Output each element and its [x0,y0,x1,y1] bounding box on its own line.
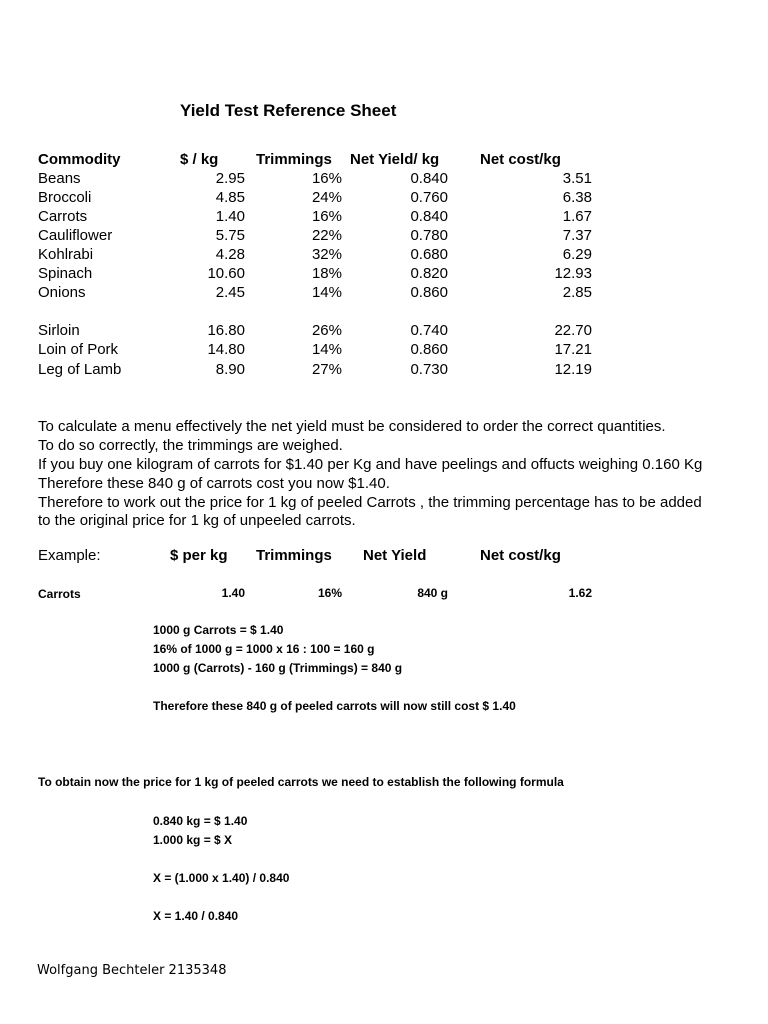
cell-net-yield: 0.840 [410,170,448,187]
cell-net-cost: 1.67 [562,208,592,225]
cell-net-cost: 7.37 [562,227,592,244]
calc-line: 1000 g (Carrots) - 160 g (Trimmings) = 840 g [153,661,403,675]
paragraph-line: to the original price for 1 kg of unpeeled carrots. [38,512,356,529]
cell-price: 2.45 [215,284,245,301]
example-commodity: Carrots [38,587,81,601]
cell-net-yield: 0.730 [410,361,448,378]
paragraph-line: If you buy one kilogram of carrots for $1.40 per Kg and have peelings and offucts weighing 0.160 Kg [38,456,703,473]
cell-price: 16.80 [207,322,245,339]
header-commodity: Commodity [38,151,121,168]
cell-trimmings: 27% [311,361,342,378]
calc-line: 16% of 1000 g = 1000 x 16 : 100 = 160 g [153,642,375,656]
example-header-net-cost: Net cost/kg [480,547,561,564]
cell-net-yield: 0.740 [410,322,448,339]
cell-trimmings: 26% [311,322,342,339]
cell-price: 2.95 [215,170,245,187]
cell-net-cost: 17.21 [554,341,592,358]
paragraph-line: To do so correctly, the trimmings are weighed. [38,437,343,454]
cell-net-cost: 2.85 [562,284,592,301]
cell-trimmings: 18% [311,265,342,282]
cell-price: 1.40 [215,208,245,225]
cell-net-yield: 0.760 [410,189,448,206]
example-trimmings: 16% [317,586,342,600]
cell-trimmings: 16% [311,170,342,187]
footer-author: Wolfgang Bechteler 2135348 [37,963,227,978]
cell-trimmings: 14% [311,284,342,301]
calc-note: Therefore these 840 g of peeled carrots will now still cost $ 1.40 [153,699,516,713]
cell-price: 4.28 [215,246,245,263]
page-title: Yield Test Reference Sheet [180,101,397,120]
header-price-per-kg: $ / kg [180,151,219,168]
cell-net-cost: 12.19 [554,361,592,378]
cell-commodity: Beans [38,170,81,187]
formula-line: X = 1.40 / 0.840 [153,909,239,923]
cell-net-cost: 6.29 [562,246,592,263]
cell-commodity: Cauliflower [38,227,113,244]
cell-trimmings: 32% [311,246,342,263]
example-net-yield: 840 g [417,586,448,600]
paragraph-line: To calculate a menu effectively the net yield must be considered to order the correct quantities. [38,418,666,435]
example-label: Example: [38,547,101,564]
formula-line: 1.000 kg = $ X [153,833,233,847]
example-header-trimmings: Trimmings [256,547,332,564]
cell-trimmings: 22% [311,227,342,244]
paragraph-line: Therefore to work out the price for 1 kg of peeled Carrots , the trimming percentage has to be added [38,494,702,511]
cell-net-yield: 0.840 [410,208,448,225]
example-header-price: $ per kg [170,547,228,564]
cell-commodity: Leg of Lamb [38,361,122,378]
paragraph-line: Therefore these 840 g of carrots cost you now $1.40. [38,475,390,492]
cell-price: 14.80 [207,341,245,358]
formula-intro: To obtain now the price for 1 kg of peeled carrots we need to establish the following formula [38,775,564,789]
cell-commodity: Kohlrabi [38,246,94,263]
calc-line: 1000 g Carrots = $ 1.40 [153,623,284,637]
cell-net-yield: 0.820 [410,265,448,282]
cell-commodity: Spinach [38,265,93,282]
cell-trimmings: 24% [311,189,342,206]
cell-price: 4.85 [215,189,245,206]
header-net-yield: Net Yield/ kg [350,151,440,168]
cell-commodity: Carrots [38,208,88,225]
cell-net-cost: 22.70 [554,322,592,339]
cell-net-yield: 0.860 [410,284,448,301]
cell-commodity: Broccoli [38,189,92,206]
cell-net-cost: 12.93 [554,265,592,282]
cell-trimmings: 16% [311,208,342,225]
cell-price: 5.75 [215,227,245,244]
cell-net-yield: 0.860 [410,341,448,358]
cell-net-cost: 6.38 [562,189,592,206]
header-net-cost: Net cost/kg [480,151,561,168]
cell-trimmings: 14% [311,341,342,358]
example-header-net-yield: Net Yield [363,547,427,564]
cell-commodity: Onions [38,284,86,301]
formula-line: X = (1.000 x 1.40) / 0.840 [153,871,290,885]
cell-net-cost: 3.51 [562,170,592,187]
cell-commodity: Sirloin [38,322,80,339]
example-net-cost: 1.62 [568,586,592,600]
cell-commodity: Loin of Pork [38,341,119,358]
cell-price: 8.90 [215,361,245,378]
cell-net-yield: 0.680 [410,246,448,263]
formula-line: 0.840 kg = $ 1.40 [153,814,248,828]
cell-price: 10.60 [207,265,245,282]
example-price: 1.40 [221,586,245,600]
cell-net-yield: 0.780 [410,227,448,244]
header-trimmings: Trimmings [256,151,332,168]
